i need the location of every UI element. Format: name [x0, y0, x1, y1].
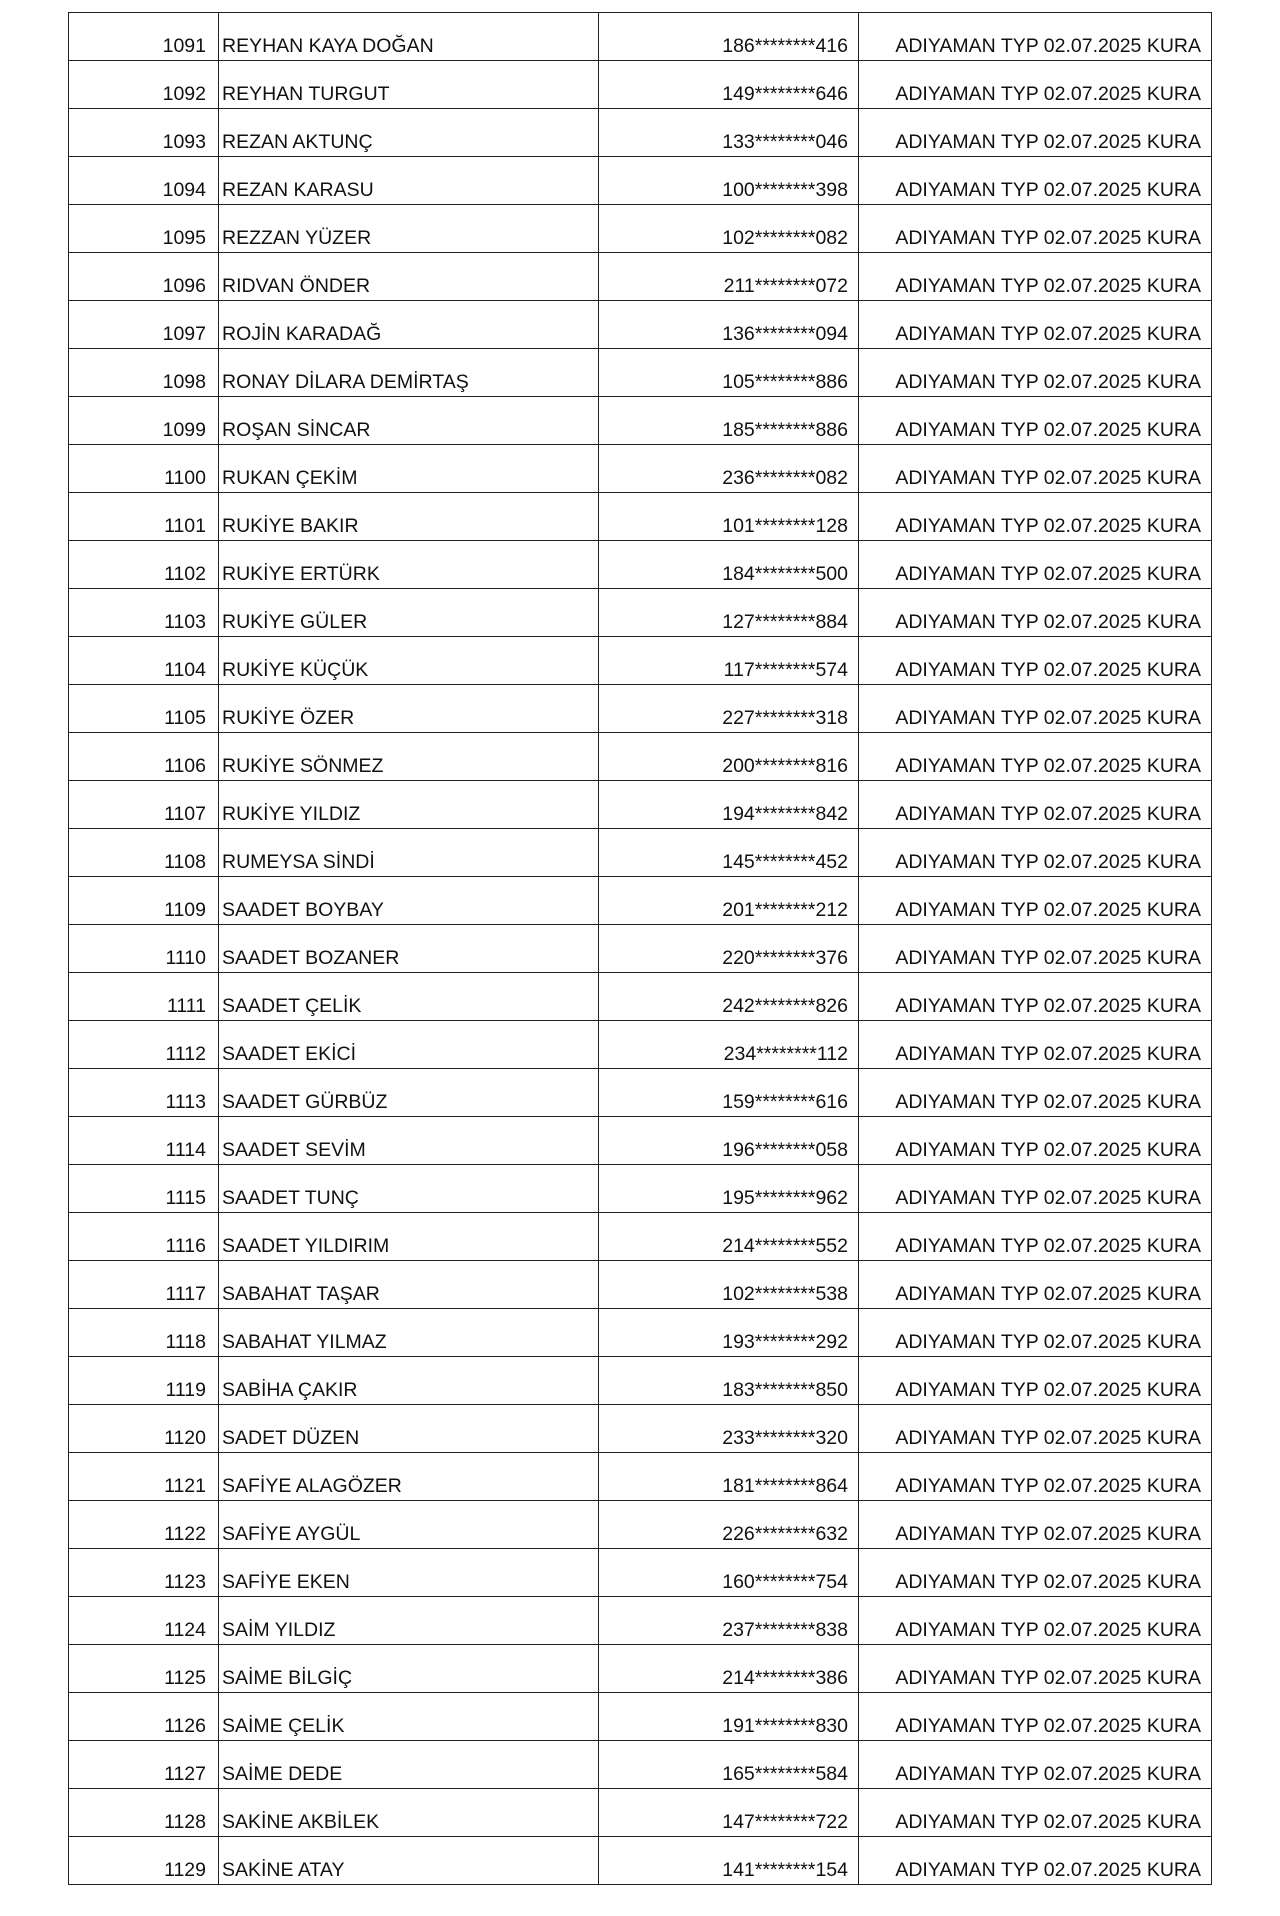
location-cell: ADIYAMAN TYP 02.07.2025 KURA — [859, 1117, 1212, 1165]
full-name-cell: RUKAN ÇEKİM — [219, 445, 599, 493]
full-name-cell: SAADET SEVİM — [219, 1117, 599, 1165]
row-number-cell: 1108 — [69, 829, 219, 877]
location-cell: ADIYAMAN TYP 02.07.2025 KURA — [859, 109, 1212, 157]
row-number-cell: 1127 — [69, 1741, 219, 1789]
masked-id-cell: 102********538 — [599, 1261, 859, 1309]
row-number-cell: 1113 — [69, 1069, 219, 1117]
full-name-cell: SADET DÜZEN — [219, 1405, 599, 1453]
table-row — [69, 157, 1212, 205]
location-cell: ADIYAMAN TYP 02.07.2025 KURA — [859, 1453, 1212, 1501]
full-name-cell: SABİHA ÇAKIR — [219, 1357, 599, 1405]
row-number-cell: 1124 — [69, 1597, 219, 1645]
table-row — [69, 1789, 1212, 1837]
table-row — [69, 589, 1212, 637]
row-number-cell: 1120 — [69, 1405, 219, 1453]
table-row — [69, 1405, 1212, 1453]
full-name-cell: SAADET BOZANER — [219, 925, 599, 973]
masked-id-cell: 236********082 — [599, 445, 859, 493]
row-number-cell: 1129 — [69, 1837, 219, 1885]
table-row — [69, 397, 1212, 445]
full-name-cell: RUKİYE ERTÜRK — [219, 541, 599, 589]
full-name-cell: SAADET GÜRBÜZ — [219, 1069, 599, 1117]
table-row — [69, 1501, 1212, 1549]
location-cell: ADIYAMAN TYP 02.07.2025 KURA — [859, 781, 1212, 829]
row-number-cell: 1099 — [69, 397, 219, 445]
row-number-cell: 1123 — [69, 1549, 219, 1597]
full-name-cell: SABAHAT TAŞAR — [219, 1261, 599, 1309]
table-row — [69, 1693, 1212, 1741]
location-cell: ADIYAMAN TYP 02.07.2025 KURA — [859, 1837, 1212, 1885]
location-cell: ADIYAMAN TYP 02.07.2025 KURA — [859, 61, 1212, 109]
location-cell: ADIYAMAN TYP 02.07.2025 KURA — [859, 877, 1212, 925]
row-number-cell: 1095 — [69, 205, 219, 253]
location-cell: ADIYAMAN TYP 02.07.2025 KURA — [859, 925, 1212, 973]
row-number-cell: 1102 — [69, 541, 219, 589]
table-row — [69, 781, 1212, 829]
location-cell: ADIYAMAN TYP 02.07.2025 KURA — [859, 1789, 1212, 1837]
full-name-cell: RUKİYE GÜLER — [219, 589, 599, 637]
masked-id-cell: 183********850 — [599, 1357, 859, 1405]
table-row — [69, 973, 1212, 1021]
row-number-cell: 1118 — [69, 1309, 219, 1357]
full-name-cell: SAFİYE EKEN — [219, 1549, 599, 1597]
table-row — [69, 205, 1212, 253]
row-number-cell: 1103 — [69, 589, 219, 637]
table-row — [69, 253, 1212, 301]
masked-id-cell: 220********376 — [599, 925, 859, 973]
masked-id-cell: 237********838 — [599, 1597, 859, 1645]
masked-id-cell: 195********962 — [599, 1165, 859, 1213]
full-name-cell: RUKİYE KÜÇÜK — [219, 637, 599, 685]
table-row — [69, 301, 1212, 349]
table-row — [69, 1549, 1212, 1597]
masked-id-cell: 185********886 — [599, 397, 859, 445]
row-number-cell: 1128 — [69, 1789, 219, 1837]
location-cell: ADIYAMAN TYP 02.07.2025 KURA — [859, 157, 1212, 205]
row-number-cell: 1104 — [69, 637, 219, 685]
table-row — [69, 637, 1212, 685]
full-name-cell: SAİME BİLGİÇ — [219, 1645, 599, 1693]
masked-id-cell: 191********830 — [599, 1693, 859, 1741]
full-name-cell: SABAHAT YILMAZ — [219, 1309, 599, 1357]
row-number-cell: 1100 — [69, 445, 219, 493]
full-name-cell: RUKİYE BAKIR — [219, 493, 599, 541]
row-number-cell: 1101 — [69, 493, 219, 541]
location-cell: ADIYAMAN TYP 02.07.2025 KURA — [859, 973, 1212, 1021]
masked-id-cell: 234********112 — [599, 1021, 859, 1069]
location-cell: ADIYAMAN TYP 02.07.2025 KURA — [859, 301, 1212, 349]
full-name-cell: RIDVAN ÖNDER — [219, 253, 599, 301]
masked-id-cell: 186********416 — [599, 13, 859, 61]
table-row — [69, 493, 1212, 541]
table-row — [69, 541, 1212, 589]
table-row — [69, 925, 1212, 973]
full-name-cell: SAFİYE AYGÜL — [219, 1501, 599, 1549]
full-name-cell: SAADET TUNÇ — [219, 1165, 599, 1213]
location-cell: ADIYAMAN TYP 02.07.2025 KURA — [859, 1693, 1212, 1741]
masked-id-cell: 117********574 — [599, 637, 859, 685]
full-name-cell: SAİME ÇELİK — [219, 1693, 599, 1741]
masked-id-cell: 136********094 — [599, 301, 859, 349]
masked-id-cell: 127********884 — [599, 589, 859, 637]
location-cell: ADIYAMAN TYP 02.07.2025 KURA — [859, 253, 1212, 301]
masked-id-cell: 133********046 — [599, 109, 859, 157]
row-number-cell: 1122 — [69, 1501, 219, 1549]
location-cell: ADIYAMAN TYP 02.07.2025 KURA — [859, 733, 1212, 781]
location-cell: ADIYAMAN TYP 02.07.2025 KURA — [859, 1501, 1212, 1549]
row-number-cell: 1112 — [69, 1021, 219, 1069]
masked-id-cell: 214********552 — [599, 1213, 859, 1261]
row-number-cell: 1116 — [69, 1213, 219, 1261]
table-row — [69, 877, 1212, 925]
location-cell: ADIYAMAN TYP 02.07.2025 KURA — [859, 1165, 1212, 1213]
table-row — [69, 685, 1212, 733]
masked-id-cell: 145********452 — [599, 829, 859, 877]
row-number-cell: 1105 — [69, 685, 219, 733]
row-number-cell: 1097 — [69, 301, 219, 349]
table-row — [69, 1453, 1212, 1501]
table-row — [69, 1021, 1212, 1069]
full-name-cell: RUMEYSA SİNDİ — [219, 829, 599, 877]
masked-id-cell: 193********292 — [599, 1309, 859, 1357]
row-number-cell: 1117 — [69, 1261, 219, 1309]
masked-id-cell: 226********632 — [599, 1501, 859, 1549]
row-number-cell: 1107 — [69, 781, 219, 829]
row-number-cell: 1091 — [69, 13, 219, 61]
row-number-cell: 1114 — [69, 1117, 219, 1165]
full-name-cell: ROŞAN SİNCAR — [219, 397, 599, 445]
masked-id-cell: 196********058 — [599, 1117, 859, 1165]
row-number-cell: 1125 — [69, 1645, 219, 1693]
full-name-cell: REZZAN YÜZER — [219, 205, 599, 253]
full-name-cell: SAKİNE AKBİLEK — [219, 1789, 599, 1837]
full-name-cell: RUKİYE YILDIZ — [219, 781, 599, 829]
results-table — [68, 12, 1212, 1885]
row-number-cell: 1093 — [69, 109, 219, 157]
location-cell: ADIYAMAN TYP 02.07.2025 KURA — [859, 1645, 1212, 1693]
table-row — [69, 1261, 1212, 1309]
table-row — [69, 1213, 1212, 1261]
table-row — [69, 1837, 1212, 1885]
full-name-cell: SAADET EKİCİ — [219, 1021, 599, 1069]
row-number-cell: 1092 — [69, 61, 219, 109]
masked-id-cell: 149********646 — [599, 61, 859, 109]
row-number-cell: 1121 — [69, 1453, 219, 1501]
table-row — [69, 1117, 1212, 1165]
masked-id-cell: 101********128 — [599, 493, 859, 541]
table-row — [69, 61, 1212, 109]
row-number-cell: 1098 — [69, 349, 219, 397]
table-row — [69, 1597, 1212, 1645]
row-number-cell: 1115 — [69, 1165, 219, 1213]
location-cell: ADIYAMAN TYP 02.07.2025 KURA — [859, 1597, 1212, 1645]
table-row — [69, 1741, 1212, 1789]
full-name-cell: REZAN KARASU — [219, 157, 599, 205]
masked-id-cell: 100********398 — [599, 157, 859, 205]
location-cell: ADIYAMAN TYP 02.07.2025 KURA — [859, 637, 1212, 685]
masked-id-cell: 227********318 — [599, 685, 859, 733]
location-cell: ADIYAMAN TYP 02.07.2025 KURA — [859, 349, 1212, 397]
location-cell: ADIYAMAN TYP 02.07.2025 KURA — [859, 1549, 1212, 1597]
masked-id-cell: 147********722 — [599, 1789, 859, 1837]
location-cell: ADIYAMAN TYP 02.07.2025 KURA — [859, 829, 1212, 877]
table-row — [69, 1309, 1212, 1357]
masked-id-cell: 200********816 — [599, 733, 859, 781]
location-cell: ADIYAMAN TYP 02.07.2025 KURA — [859, 1069, 1212, 1117]
full-name-cell: REYHAN TURGUT — [219, 61, 599, 109]
location-cell: ADIYAMAN TYP 02.07.2025 KURA — [859, 1309, 1212, 1357]
table-row — [69, 1069, 1212, 1117]
location-cell: ADIYAMAN TYP 02.07.2025 KURA — [859, 589, 1212, 637]
row-number-cell: 1094 — [69, 157, 219, 205]
masked-id-cell: 194********842 — [599, 781, 859, 829]
full-name-cell: REZAN AKTUNÇ — [219, 109, 599, 157]
location-cell: ADIYAMAN TYP 02.07.2025 KURA — [859, 13, 1212, 61]
row-number-cell: 1106 — [69, 733, 219, 781]
full-name-cell: REYHAN KAYA DOĞAN — [219, 13, 599, 61]
row-number-cell: 1096 — [69, 253, 219, 301]
full-name-cell: RUKİYE SÖNMEZ — [219, 733, 599, 781]
masked-id-cell: 160********754 — [599, 1549, 859, 1597]
masked-id-cell: 159********616 — [599, 1069, 859, 1117]
location-cell: ADIYAMAN TYP 02.07.2025 KURA — [859, 1741, 1212, 1789]
masked-id-cell: 184********500 — [599, 541, 859, 589]
masked-id-cell: 105********886 — [599, 349, 859, 397]
masked-id-cell: 211********072 — [599, 253, 859, 301]
masked-id-cell: 201********212 — [599, 877, 859, 925]
row-number-cell: 1111 — [69, 973, 219, 1021]
full-name-cell: RUKİYE ÖZER — [219, 685, 599, 733]
results-table-body — [69, 13, 1212, 1885]
table-row — [69, 1645, 1212, 1693]
location-cell: ADIYAMAN TYP 02.07.2025 KURA — [859, 1405, 1212, 1453]
masked-id-cell: 102********082 — [599, 205, 859, 253]
location-cell: ADIYAMAN TYP 02.07.2025 KURA — [859, 205, 1212, 253]
masked-id-cell: 214********386 — [599, 1645, 859, 1693]
full-name-cell: SAADET BOYBAY — [219, 877, 599, 925]
table-row — [69, 13, 1212, 61]
location-cell: ADIYAMAN TYP 02.07.2025 KURA — [859, 541, 1212, 589]
table-row — [69, 733, 1212, 781]
location-cell: ADIYAMAN TYP 02.07.2025 KURA — [859, 1261, 1212, 1309]
masked-id-cell: 233********320 — [599, 1405, 859, 1453]
full-name-cell: SAADET ÇELİK — [219, 973, 599, 1021]
row-number-cell: 1109 — [69, 877, 219, 925]
full-name-cell: ROJİN KARADAĞ — [219, 301, 599, 349]
table-row — [69, 1165, 1212, 1213]
full-name-cell: SAADET YILDIRIM — [219, 1213, 599, 1261]
row-number-cell: 1126 — [69, 1693, 219, 1741]
table-row — [69, 1357, 1212, 1405]
full-name-cell: SAİM YILDIZ — [219, 1597, 599, 1645]
table-row — [69, 109, 1212, 157]
masked-id-cell: 141********154 — [599, 1837, 859, 1885]
masked-id-cell: 181********864 — [599, 1453, 859, 1501]
table-row — [69, 445, 1212, 493]
location-cell: ADIYAMAN TYP 02.07.2025 KURA — [859, 1357, 1212, 1405]
row-number-cell: 1119 — [69, 1357, 219, 1405]
location-cell: ADIYAMAN TYP 02.07.2025 KURA — [859, 493, 1212, 541]
masked-id-cell: 242********826 — [599, 973, 859, 1021]
location-cell: ADIYAMAN TYP 02.07.2025 KURA — [859, 397, 1212, 445]
full-name-cell: SAFİYE ALAGÖZER — [219, 1453, 599, 1501]
location-cell: ADIYAMAN TYP 02.07.2025 KURA — [859, 445, 1212, 493]
row-number-cell: 1110 — [69, 925, 219, 973]
location-cell: ADIYAMAN TYP 02.07.2025 KURA — [859, 685, 1212, 733]
table-row — [69, 349, 1212, 397]
full-name-cell: RONAY DİLARA DEMİRTAŞ — [219, 349, 599, 397]
location-cell: ADIYAMAN TYP 02.07.2025 KURA — [859, 1213, 1212, 1261]
full-name-cell: SAİME DEDE — [219, 1741, 599, 1789]
full-name-cell: SAKİNE ATAY — [219, 1837, 599, 1885]
table-row — [69, 829, 1212, 877]
masked-id-cell: 165********584 — [599, 1741, 859, 1789]
location-cell: ADIYAMAN TYP 02.07.2025 KURA — [859, 1021, 1212, 1069]
